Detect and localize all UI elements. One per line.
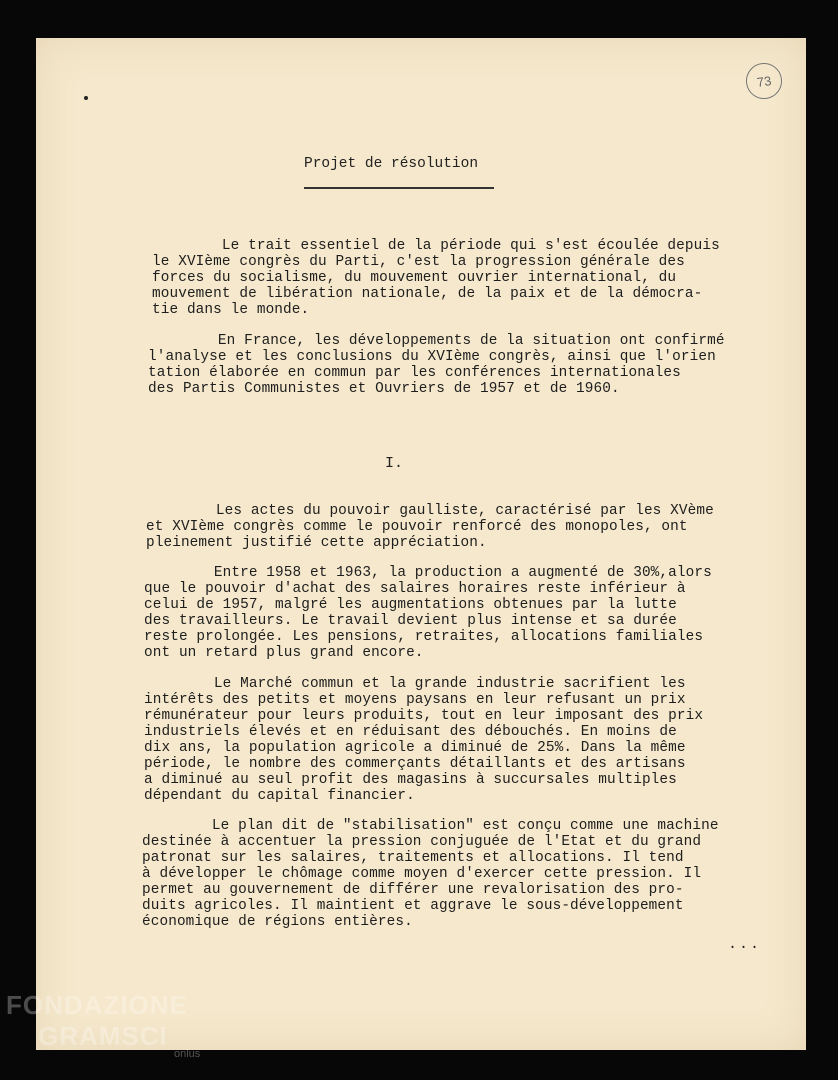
text-line: rémunérateur pour leurs produits, tout en leur imposant des prix — [144, 708, 704, 724]
watermark-line-1: FONDAZIONE — [6, 990, 188, 1020]
text-line: que le pouvoir d'achat des salaires horaires reste inférieur à — [144, 581, 686, 597]
text-line: l'analyse et les conclusions du XVIème congrès, ainsi que l'orien — [148, 349, 716, 365]
text-line: dépendant du capital financier. — [144, 788, 415, 804]
text-line: à développer le chômage comme moyen d'exercer cette pression. Il — [142, 866, 702, 882]
document-title: Projet de résolution — [304, 156, 479, 172]
watermark-logo — [6, 990, 201, 1060]
text-line: période, le nombre des commerçants détaillants et des artisans — [144, 756, 686, 772]
text-line: Le plan dit de "stabilisation" est conçu comme une machine — [142, 818, 719, 834]
text-line: tie dans le monde. — [152, 302, 310, 318]
text-line: reste prolongée. Les pensions, retraites, allocations familiales — [144, 629, 704, 645]
text-line: et XVIème congrès comme le pouvoir renforcé des monopoles, ont — [146, 519, 688, 535]
text-line: des travailleurs. Le travail devient plus intense et sa durée — [144, 613, 677, 629]
text-line: a diminué au seul profit des magasins à succursales multiples — [144, 772, 677, 788]
text-line: le XVIème congrès du Parti, c'est la progression générale des — [152, 254, 685, 270]
text-line: ont un retard plus grand encore. — [144, 645, 424, 661]
text-line: Le Marché commun et la grande industrie sacrifient les — [144, 676, 686, 692]
text-line: celui de 1957, malgré les augmentations obtenues par la lutte — [144, 597, 677, 613]
text-line: tation élaborée en commun par les conférences internationales — [148, 365, 681, 381]
text-line: patronat sur les salaires, traitements et allocations. Il tend — [142, 850, 684, 866]
text-line: des Partis Communistes et Ouvriers de 1957 et de 1960. — [148, 381, 620, 397]
text-line: dix ans, la population agricole a diminué de 25%. Dans la même — [144, 740, 686, 756]
text-line: pleinement justifié cette appréciation. — [146, 535, 487, 551]
title-underline — [304, 187, 494, 189]
watermark-line-2: GRAMSCI — [38, 1021, 168, 1051]
text-line: duits agricoles. Il maintient et aggrave le sous-développement — [142, 898, 684, 914]
text-line: forces du socialisme, du mouvement ouvrier international, du — [152, 270, 677, 286]
text-line: intérêts des petits et moyens paysans en leur refusant un prix — [144, 692, 686, 708]
text-line: Les actes du pouvoir gaulliste, caractérisé par les XVème — [146, 503, 714, 519]
text-line: En France, les développements de la situation ont confirmé — [148, 333, 725, 349]
continuation-marker: ... — [728, 936, 762, 953]
text-line: destinée à accentuer la pression conjuguée de l'Etat et du grand — [142, 834, 702, 850]
text-line: permet au gouvernement de différer une revalorisation des pro- — [142, 882, 684, 898]
folio-stamp: 73 — [744, 61, 785, 102]
text-line: mouvement de libération nationale, de la paix et de la démocra- — [152, 286, 703, 302]
ink-speck — [84, 96, 88, 100]
text-line: économique de régions entières. — [142, 914, 413, 930]
watermark-line-3: onlus — [174, 1048, 201, 1060]
text-line: Le trait essentiel de la période qui s'est écoulée depuis — [152, 238, 720, 254]
text-line: industriels élevés et en réduisant des débouchés. En moins de — [144, 724, 677, 740]
section-heading: I. — [385, 455, 404, 472]
text-line: Entre 1958 et 1963, la production a augmenté de 30%,alors — [144, 565, 712, 581]
